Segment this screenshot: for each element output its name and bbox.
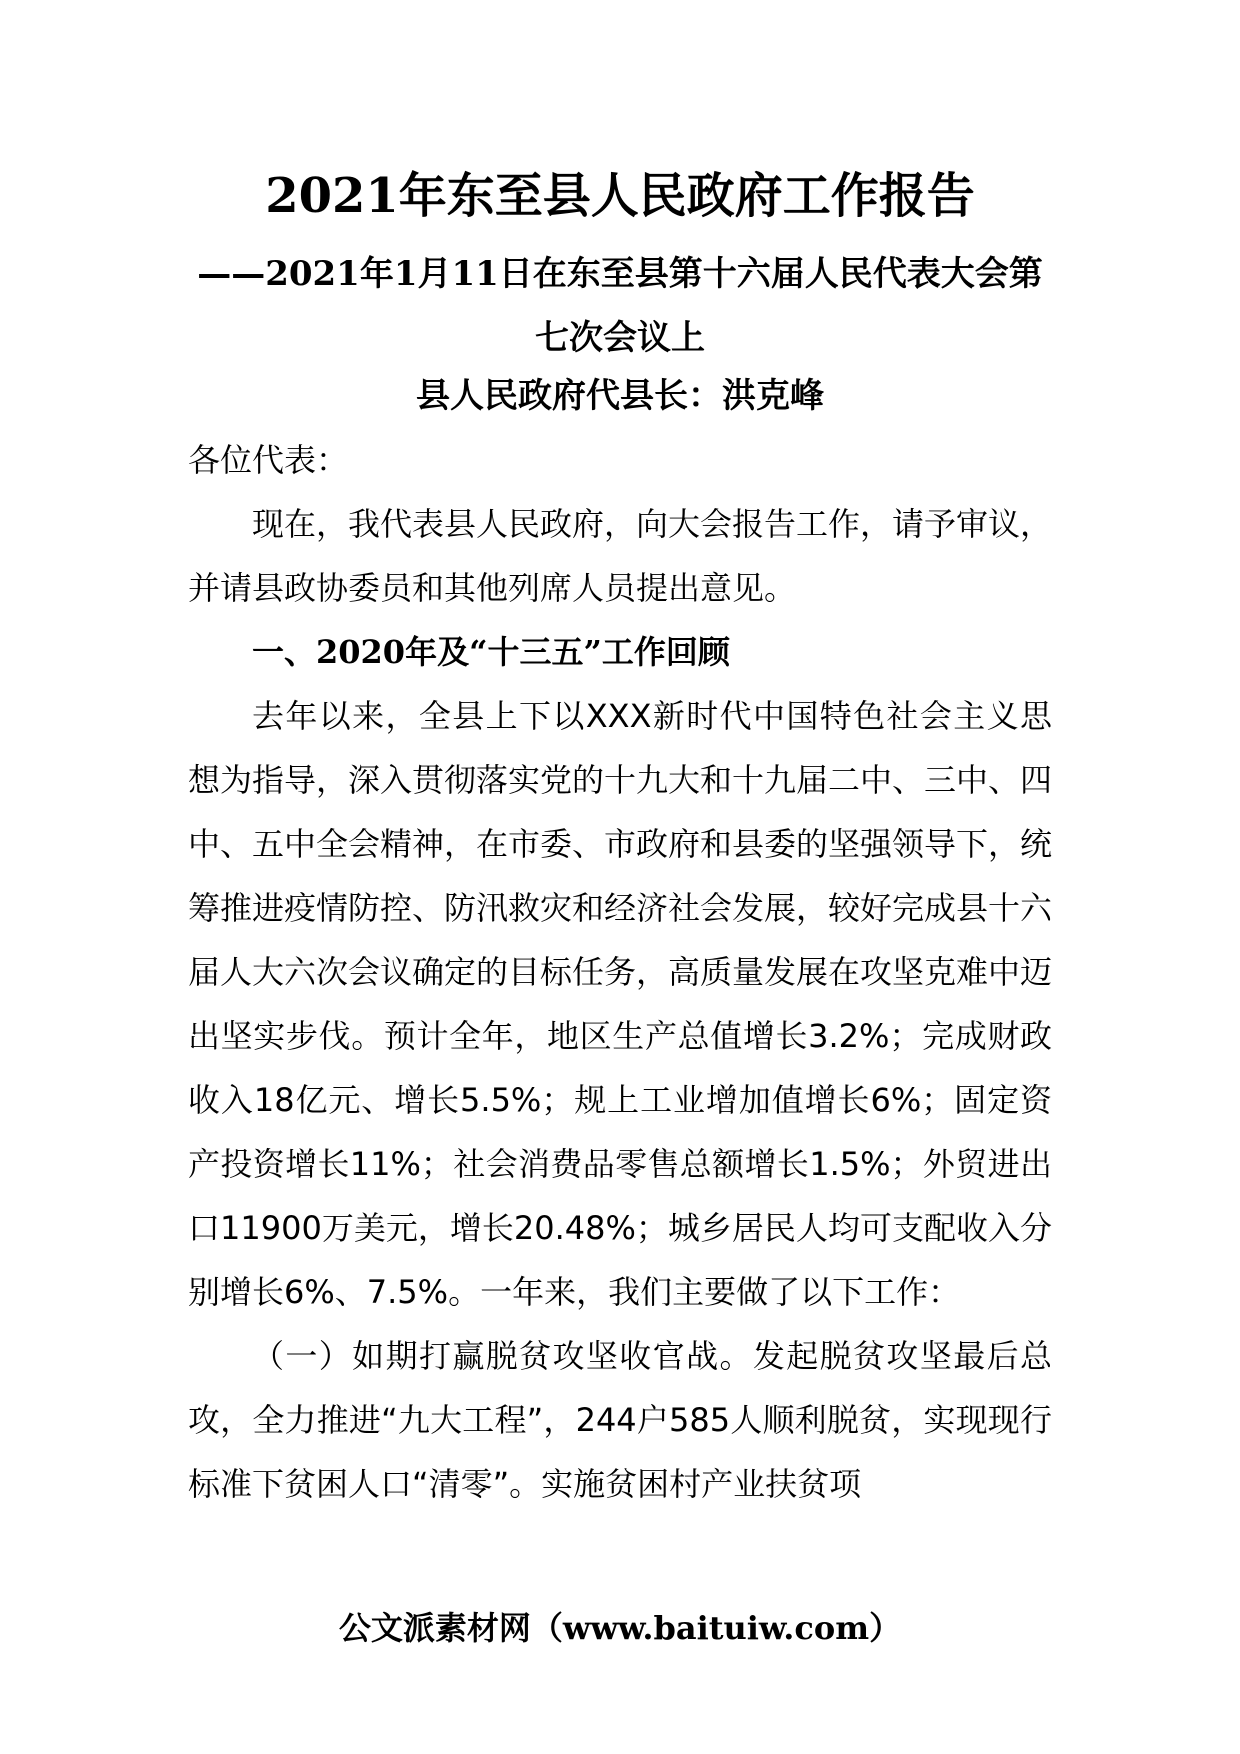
document-title: 2021年东至县人民政府工作报告: [265, 168, 975, 224]
document-body: [188, 428, 1052, 1516]
section-heading: 一、2020年及“十三五”工作回顾: [252, 633, 730, 671]
paragraph-review: 去年以来，全县上下以XXX新时代中国特色社会主义思想为指导，深入贯彻落实党的十九大和十九届二中、三中、四中、五中全会精神，在市委、市政府和县委的坚强领导下，统筹推进疫情防控、防汛救灾和经济社会发展，较好完成县十六届人大六次会议确定的目标任务，高质量发展在攻坚克难中迈出坚实步伐。预计全年，地区生产总值增长3.2%；完成财政收入18亿元、增长5.5%；规上工业增加值增长6%；固定资产投资增长11%；社会消费品零售总额增长1.5%；外贸进出口11900万美元，增长20.48%；城乡居民人均可支配收入分别增长6%、7.5%。一年来，我们主要做了以下工作：: [188, 697, 1053, 1311]
paragraph-intro: 现在，我代表县人民政府，向大会报告工作，请予审议，并请县政协委员和其他列席人员提出意见。: [188, 505, 1053, 607]
document-author: 县人民政府代县长：洪克峰: [416, 376, 824, 416]
document-subtitle: ——2021年1月11日在东至县第十六届人民代表大会第七次会议上: [197, 254, 1043, 358]
salutation: 各位代表：: [188, 441, 349, 479]
footer-watermark-text: 公文派素材网（www.baituiw.com）: [338, 1609, 902, 1647]
paragraph-poverty: （一）如期打赢脱贫攻坚收官战。发起脱贫攻坚最后总攻，全力推进“九大工程”，244户585人顺利脱贫，实现现行标准下贫困人口“清零”。实施贫困村产业扶贫项: [188, 1337, 1052, 1503]
